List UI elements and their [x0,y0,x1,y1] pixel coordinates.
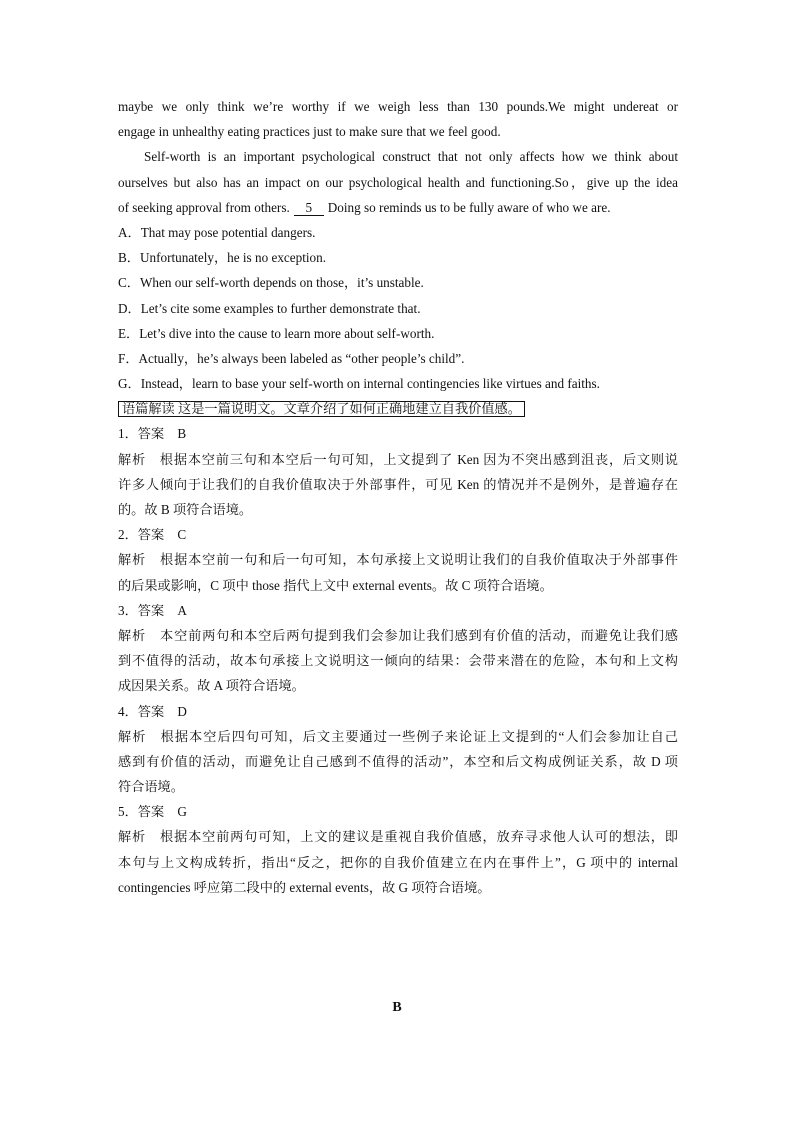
explanation-line: 的。故 B 项符合语境。 [118,502,253,517]
explanation-line: 许多人倾向于让我们的自我价值取决于外部事件，可见 Ken 的情况并不是例外，是普遍存在 [118,476,678,492]
option-e: E．Let’s dive into the cause to learn more about self-worth. [118,325,435,341]
section-label: B [392,1000,402,1015]
explanation-line: 符合语境。 [118,779,184,795]
passage-line: engage in unhealthy eating practices just to make sure that we feel good. [118,124,501,140]
passage-line: ourselves but also has an impact on our psychological health and functioning.So，give up the idea [118,174,678,190]
answer-heading: 4．答案 D [118,703,187,719]
answer-blank: 5 [294,200,324,216]
passage-line: maybe we only think we’re worthy if we weigh less than 130 pounds.We might undereat or [118,99,678,114]
passage-line: Self-worth is an important psychological construct that not only affects how we think about [144,149,678,165]
explanation-line: contingencies 呼应第二段中的 external events，故 G 项符合语境。 [118,879,491,895]
explanation-line: 感到有价值的活动，而避免让自己感到不值得的活动”，本空和后文构成例证关系，故 D 项 [118,753,678,769]
option-f: F．Actually，he’s always been labeled as “other people’s child”. [118,350,465,366]
option-g: G．Instead，learn to base your self-worth on internal contingencies like virtues and faiths. [118,376,600,392]
answer-heading: 1．答案 B [118,426,187,442]
document-page [118,94,678,900]
passage-line [118,195,678,220]
passage-text: of seeking approval from others. [118,199,290,215]
answer-heading: 5．答案 G [118,804,187,820]
explanation-line: 解析 根据本空后四句可知，后文主要通过一些例子来论证上文提到的“人们会参加让自己 [118,728,678,744]
explanation-line: 解析 本空前两句和本空后两句提到我们会参加让我们感到有价值的活动，而避免让我们感 [118,627,678,643]
explanation-line: 解析 根据本空前一句和后一句可知，本句承接上文说明让我们的自我价值取决于外部事件 [118,552,678,568]
option-c: C．When our self-worth depends on those，it’s unstable. [118,275,424,291]
passage-text: Doing so reminds us to be fully aware of who we are. [327,199,611,215]
summary-box: 语篇解读 这是一篇说明文。文章介绍了如何正确地建立自我价值感。 [118,401,525,417]
explanation-line: 到不值得的活动，故本句承接上文说明这一倾向的结果：会带来潜在的危险，本句和上文构 [118,653,678,669]
explanation-line: 解析 根据本空前三句和本空后一句可知，上文提到了 Ken 因为不突出感到沮丧，后文则说 [118,451,678,467]
explanation-line: 解析 根据本空前两句可知，上文的建议是重视自我价值感，放弃寻求他人认可的想法，即 [118,829,678,845]
answer-heading: 2．答案 C [118,527,187,543]
option-a: A．That may pose potential dangers. [118,224,316,240]
option-b: B．Unfortunately，he is no exception. [118,250,327,266]
explanation-line: 本句与上文构成转折，指出“反之，把你的自我价值建立在内在事件上”，G 项中的 internal [118,854,678,870]
option-d: D．Let’s cite some examples to further demonstrate that. [118,300,421,316]
summary-line [118,396,678,421]
explanation-line: 成因果关系。故 A 项符合语境。 [118,678,305,694]
explanation-line: 的后果或影响，C 项中 those 指代上文中 external events。故 C 项符合语境。 [118,577,553,593]
answer-heading: 3．答案 A [118,602,187,618]
